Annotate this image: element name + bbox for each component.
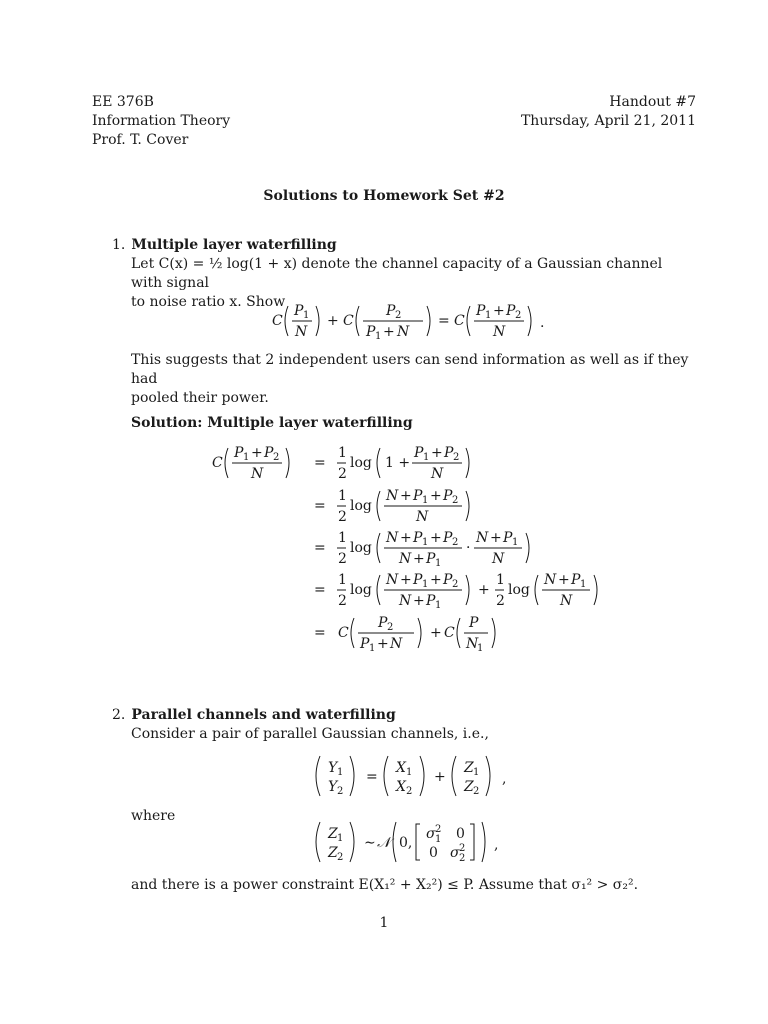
svg-text:N: N — [476, 530, 489, 546]
handout-date: Thursday, April 21, 2011 — [520, 113, 696, 129]
svg-text:1: 1 — [435, 834, 442, 845]
svg-text:C: C — [272, 313, 283, 329]
svg-text:+: + — [413, 593, 425, 609]
svg-text:P: P — [469, 615, 479, 631]
svg-text:1: 1 — [406, 767, 413, 778]
problem-1-identity — [270, 296, 570, 346]
problem-2-title: Parallel channels and waterfilling — [131, 707, 396, 723]
svg-text:1: 1 — [338, 445, 347, 461]
page-title: Solutions to Homework Set #2 — [263, 188, 505, 204]
svg-text:+: + — [434, 769, 446, 785]
svg-text:1: 1 — [303, 310, 310, 321]
svg-text:2: 2 — [452, 495, 459, 506]
svg-text:X: X — [396, 779, 406, 795]
problem-2-noise-distribution — [310, 818, 530, 866]
svg-text:log: log — [350, 498, 372, 514]
svg-text:N: N — [431, 466, 444, 482]
course-info — [92, 93, 230, 150]
svg-text:2: 2 — [452, 579, 459, 590]
problem-1-remark-line-1: This suggests that 2 independent users can send information as well as if they had — [131, 352, 689, 387]
svg-text:log: log — [350, 582, 372, 598]
svg-text:C: C — [454, 313, 465, 329]
svg-text:2: 2 — [338, 551, 347, 567]
svg-text:σ: σ — [426, 826, 436, 842]
svg-text:1: 1 — [477, 643, 484, 654]
svg-text:N: N — [399, 551, 412, 567]
svg-text:N: N — [560, 593, 573, 609]
svg-text:+: + — [430, 530, 442, 546]
svg-text:N: N — [492, 551, 505, 567]
svg-text:0: 0 — [456, 826, 465, 842]
svg-text:C: C — [444, 625, 455, 641]
svg-text:0: 0 — [429, 845, 438, 861]
svg-text:Y: Y — [328, 760, 338, 776]
svg-text:N: N — [295, 324, 308, 340]
svg-text:+: + — [430, 488, 442, 504]
svg-text:1: 1 — [243, 452, 250, 463]
svg-text:P: P — [366, 324, 376, 340]
svg-text:+: + — [430, 625, 442, 641]
svg-text:+: + — [377, 636, 389, 652]
svg-text:2: 2 — [395, 310, 402, 321]
svg-text:P: P — [444, 445, 454, 461]
svg-text:C: C — [212, 455, 223, 471]
svg-text:P: P — [443, 572, 453, 588]
where-label: where — [131, 808, 176, 824]
svg-text:1: 1 — [369, 643, 376, 654]
svg-text:1: 1 — [473, 767, 480, 778]
svg-text:2: 2 — [515, 310, 522, 321]
svg-text:1: 1 — [580, 579, 587, 590]
svg-text:N: N — [544, 572, 557, 588]
svg-text:P: P — [413, 488, 423, 504]
svg-text:P: P — [571, 572, 581, 588]
svg-text:1: 1 — [338, 488, 347, 504]
problem-2-intro: Consider a pair of parallel Gaussian channels, i.e., — [131, 726, 489, 742]
svg-text:·: · — [466, 540, 471, 556]
svg-text:2: 2 — [406, 786, 413, 797]
problem-1-number: 1. — [112, 237, 126, 253]
problem-2-channel-equation — [310, 752, 530, 800]
svg-text:=: = — [314, 498, 326, 514]
problem-1-remark — [131, 351, 697, 408]
svg-text:+: + — [383, 324, 395, 340]
svg-text:σ: σ — [450, 845, 460, 861]
svg-text:+: + — [558, 572, 570, 588]
svg-text:P: P — [506, 303, 516, 319]
svg-text:=: = — [314, 625, 326, 641]
svg-text:1: 1 — [337, 833, 344, 844]
svg-text:2: 2 — [338, 593, 347, 609]
svg-text:1 +: 1 + — [385, 455, 411, 471]
page-number: 1 — [379, 915, 389, 931]
svg-text:1: 1 — [496, 572, 505, 588]
svg-text:+: + — [400, 530, 412, 546]
svg-text:P: P — [360, 636, 370, 652]
instructor: Prof. T. Cover — [92, 132, 189, 148]
svg-text:=: = — [314, 540, 326, 556]
svg-text:Y: Y — [328, 779, 338, 795]
svg-text:2: 2 — [459, 853, 466, 864]
problem-1-intro-line-1: Let C(x) = ½ log(1 + x) denote the channel capacity of a Gaussian channel with signal — [131, 256, 663, 291]
solution-1-heading: Solution: Multiple layer waterfilling — [131, 415, 413, 431]
svg-text:2: 2 — [338, 466, 347, 482]
svg-text:Z: Z — [328, 826, 338, 842]
handout-number: Handout #7 — [609, 94, 696, 110]
svg-text:1: 1 — [338, 572, 347, 588]
svg-text:P: P — [264, 445, 274, 461]
svg-text:P: P — [413, 530, 423, 546]
svg-text:1: 1 — [512, 537, 519, 548]
svg-text:2: 2 — [452, 537, 459, 548]
svg-text:+: + — [251, 445, 263, 461]
svg-text:,: , — [502, 771, 507, 787]
svg-text:X: X — [396, 760, 406, 776]
svg-text:N: N — [386, 530, 399, 546]
svg-text:2: 2 — [387, 622, 394, 633]
svg-text:N: N — [251, 466, 264, 482]
svg-text:2: 2 — [496, 593, 505, 609]
svg-text:P: P — [386, 303, 396, 319]
svg-text:P: P — [503, 530, 513, 546]
svg-text:1: 1 — [337, 767, 344, 778]
svg-text:=: = — [366, 769, 378, 785]
svg-text:N: N — [466, 636, 479, 652]
problem-1-title: Multiple layer waterfilling — [131, 237, 337, 253]
svg-text:1: 1 — [422, 495, 429, 506]
svg-text:2: 2 — [337, 786, 344, 797]
svg-text:+: + — [431, 445, 443, 461]
svg-text:N: N — [416, 509, 429, 525]
svg-text:+: + — [327, 313, 339, 329]
svg-text:∼: ∼ — [364, 835, 376, 851]
svg-text:P: P — [378, 615, 388, 631]
svg-text:+: + — [478, 582, 490, 598]
svg-text:,: , — [494, 837, 499, 853]
problem-1-heading — [112, 236, 337, 255]
svg-text:+: + — [490, 530, 502, 546]
power-constraint: and there is a power constraint E(X₁² + X₂²) ≤ P. Assume that σ₁² > σ₂². — [131, 877, 639, 893]
svg-text:C: C — [343, 313, 354, 329]
svg-text:log: log — [508, 582, 530, 598]
handout-info — [521, 93, 696, 131]
problem-2-heading — [112, 706, 396, 725]
svg-text:2: 2 — [337, 852, 344, 863]
svg-text:log: log — [350, 540, 372, 556]
svg-text:N: N — [390, 636, 403, 652]
solution-1-derivation — [208, 440, 628, 660]
svg-text:log: log — [350, 455, 372, 471]
svg-text:.: . — [540, 315, 545, 331]
svg-text:2: 2 — [453, 452, 460, 463]
svg-text:N: N — [386, 572, 399, 588]
svg-text:+: + — [430, 572, 442, 588]
svg-text:2: 2 — [338, 509, 347, 525]
svg-text:=: = — [314, 455, 326, 471]
svg-text:1: 1 — [435, 558, 442, 569]
svg-text:1: 1 — [338, 530, 347, 546]
svg-text:+: + — [493, 303, 505, 319]
svg-text:P: P — [443, 530, 453, 546]
svg-text:N: N — [493, 324, 506, 340]
svg-text:2: 2 — [459, 843, 466, 854]
svg-text:1: 1 — [423, 452, 430, 463]
svg-text:2: 2 — [435, 824, 442, 835]
svg-text:0,: 0, — [399, 835, 413, 851]
svg-text:2: 2 — [273, 452, 280, 463]
svg-text:1: 1 — [422, 579, 429, 590]
svg-text:1: 1 — [375, 331, 382, 342]
svg-text:1: 1 — [485, 310, 492, 321]
svg-text:𝒩: 𝒩 — [377, 835, 391, 851]
svg-text:+: + — [400, 572, 412, 588]
svg-text:+: + — [413, 551, 425, 567]
svg-text:1: 1 — [435, 600, 442, 611]
svg-text:N: N — [397, 324, 410, 340]
svg-text:P: P — [426, 593, 436, 609]
course-name: Information Theory — [92, 113, 231, 129]
svg-text:C: C — [338, 625, 349, 641]
svg-text:P: P — [413, 572, 423, 588]
course-code: EE 376B — [92, 94, 154, 110]
problem-1-intro-line-2: to noise ratio x. Show — [131, 294, 286, 310]
svg-text:Z: Z — [464, 779, 474, 795]
svg-text:N: N — [399, 593, 412, 609]
svg-text:=: = — [314, 582, 326, 598]
svg-text:P: P — [443, 488, 453, 504]
svg-text:1: 1 — [422, 537, 429, 548]
svg-text:+: + — [400, 488, 412, 504]
problem-2-number: 2. — [112, 707, 126, 723]
svg-text:P: P — [476, 303, 486, 319]
svg-text:P: P — [414, 445, 424, 461]
svg-text:P: P — [294, 303, 304, 319]
svg-text:P: P — [234, 445, 244, 461]
svg-text:P: P — [426, 551, 436, 567]
problem-1-remark-line-2: pooled their power. — [131, 390, 269, 406]
svg-text:=: = — [438, 313, 450, 329]
svg-text:N: N — [386, 488, 399, 504]
svg-text:Z: Z — [328, 845, 338, 861]
svg-text:2: 2 — [473, 786, 480, 797]
svg-text:Z: Z — [464, 760, 474, 776]
